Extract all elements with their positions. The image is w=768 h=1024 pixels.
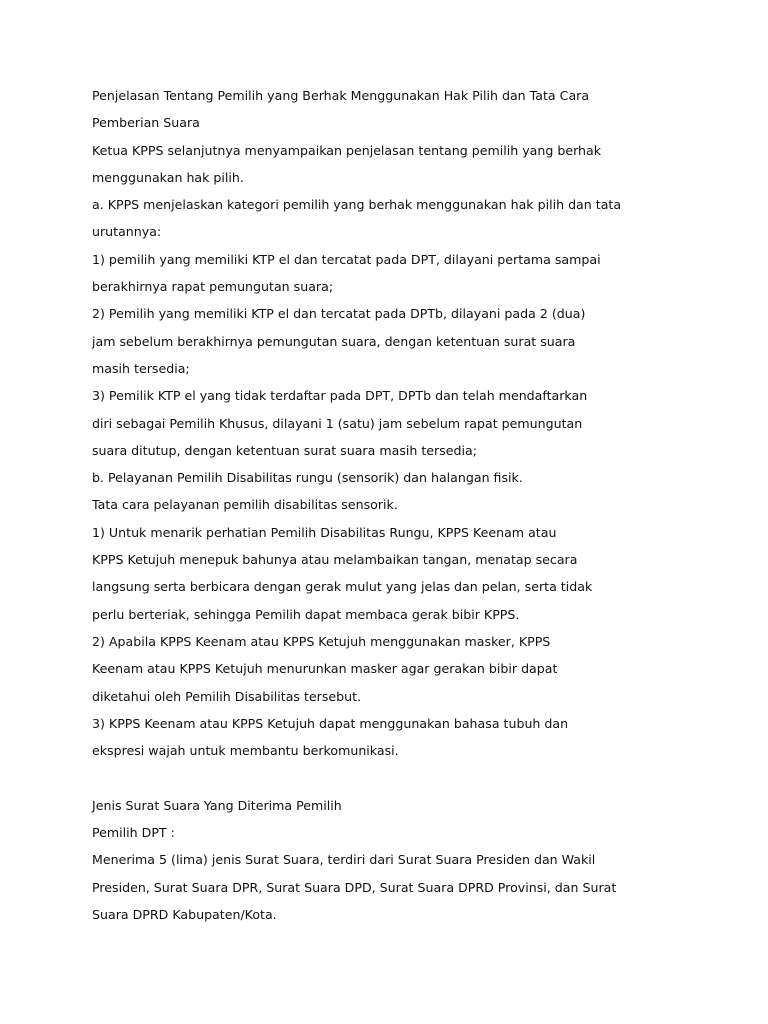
list-item-line: KPPS Ketujuh menepuk bahunya atau melambaikan tangan, menatap secara — [92, 552, 578, 568]
section-gap — [92, 764, 592, 791]
list-item-line: Keenam atau KPPS Ketujuh menurunkan masker agar gerakan bibir dapat — [92, 661, 558, 677]
list-item-line: ekspresi wajah untuk membantu berkomunikasi. — [92, 743, 399, 759]
section-voter-explanation — [92, 82, 622, 764]
paragraph-line: Ketua KPPS selanjutnya menyampaikan penjelasan tentang pemilih yang berhak — [92, 142, 602, 158]
list-item-line: 2) Pemilih yang memiliki KTP el dan tercatat pada DPTb, dilayani pada 2 (dua) — [92, 306, 586, 322]
list-item-line: 1) Untuk menarik perhatian Pemilih Disabilitas Rungu, KPPS Keenam atau — [92, 524, 557, 540]
list-item-line: suara ditutup, dengan ketentuan surat suara masih tersedia; — [92, 442, 477, 458]
list-item-line: langsung serta berbicara dengan gerak mulut yang jelas dan pelan, serta tidak — [92, 579, 593, 595]
list-item-line: 3) KPPS Keenam atau KPPS Ketujuh dapat menggunakan bahasa tubuh dan — [92, 715, 569, 731]
paragraph-line: menggunakan hak pilih. — [92, 169, 244, 185]
paragraph-line: Tata cara pelayanan pemilih disabilitas sensorik. — [92, 497, 398, 513]
document-body — [92, 82, 622, 928]
list-item-line: perlu berteriak, sehingga Pemilih dapat membaca gerak bibir KPPS. — [92, 606, 520, 622]
paragraph-line: Pemilih DPT : — [92, 825, 175, 841]
paragraph-line: Menerima 5 (lima) jenis Surat Suara, terdiri dari Surat Suara Presiden dan Wakil — [92, 852, 596, 868]
paragraph-line: Suara DPRD Kabupaten/Kota. — [92, 906, 277, 922]
list-item-line: 3) Pemilik KTP el yang tidak terdaftar pada DPT, DPTb dan telah mendaftarkan — [92, 388, 588, 404]
list-item-line: 2) Apabila KPPS Keenam atau KPPS Ketujuh menggunakan masker, KPPS — [92, 633, 551, 649]
list-item-line: diketahui oleh Pemilih Disabilitas tersebut. — [92, 688, 362, 704]
list-item-line: berakhirnya rapat pemungutan suara; — [92, 279, 334, 295]
heading-line: Pemberian Suara — [92, 115, 200, 131]
list-item-line: diri sebagai Pemilih Khusus, dilayani 1 (satu) jam sebelum rapat pemungutan — [92, 415, 583, 431]
section-ballot-types — [92, 792, 617, 928]
list-item-line: masih tersedia; — [92, 360, 190, 376]
paragraph-line: b. Pelayanan Pemilih Disabilitas rungu (sensorik) dan halangan fisik. — [92, 470, 523, 486]
heading-line: Penjelasan Tentang Pemilih yang Berhak Menggunakan Hak Pilih dan Tata Cara — [92, 88, 590, 103]
list-item-line: jam sebelum berakhirnya pemungutan suara, dengan ketentuan surat suara — [92, 333, 576, 349]
paragraph-line: a. KPPS menjelaskan kategori pemilih yang berhak menggunakan hak pilih dan tata — [92, 197, 622, 213]
paragraph-line: Presiden, Surat Suara DPR, Surat Suara DPD, Surat Suara DPRD Provinsi, dan Surat — [92, 879, 617, 895]
paragraph-line: urutannya: — [92, 224, 162, 240]
list-item-line: 1) pemilih yang memiliki KTP el dan tercatat pada DPT, dilayani pertama sampai — [92, 251, 601, 267]
heading-line: Jenis Surat Suara Yang Diterima Pemilih — [92, 797, 342, 813]
